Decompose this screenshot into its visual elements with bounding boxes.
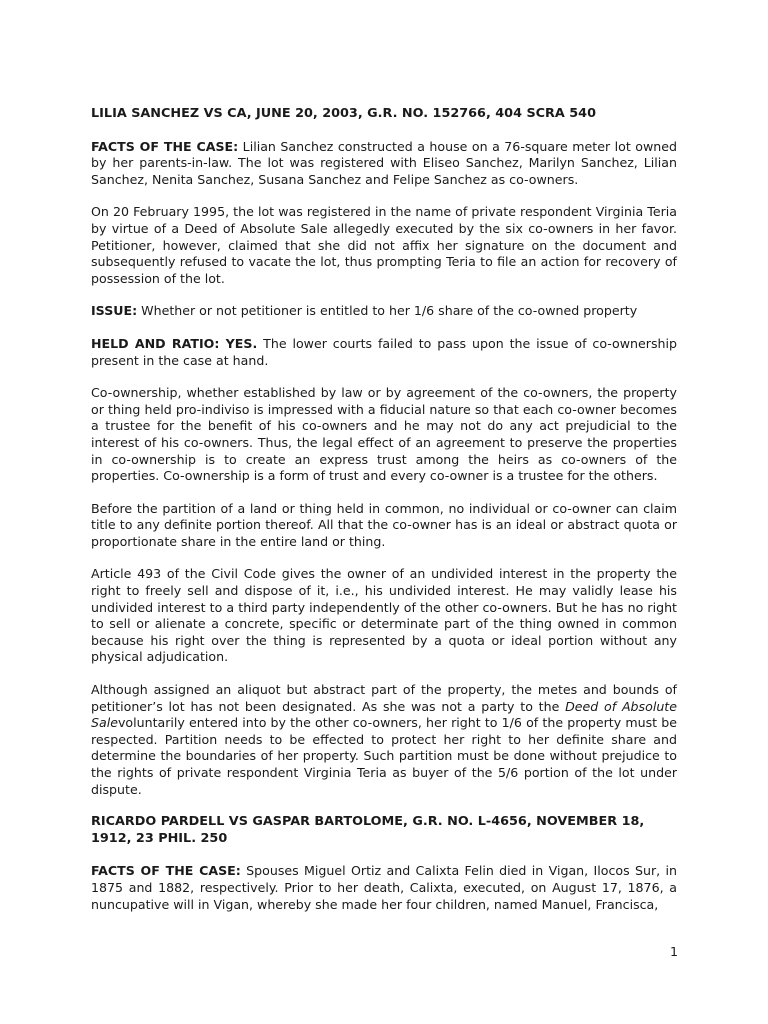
page-number: 1	[669, 944, 678, 959]
held-text: The lower courts failed to pass upon the issue of co-ownership present in the case at hand.	[91, 335, 677, 368]
aliquot-text-start: Although assigned an aliquot but abstract part of the property, the metes and bounds of petitioner’s lot has not been designated. As she was not a party to the	[91, 682, 677, 714]
co-ownership-paragraph: Co-ownership, whether established by law or by agreement of the co-owners, the property or thing held pro-indiviso is impressed with a fiducial nature so that each co-owner becomes a trustee for the benefit of his co-owners and he may not do any act prejudicial to the interest of his co-owners. Thus, the legal effect of an agreement to preserve the properties in co-ownership is to create an express trust among the heirs as co-owners of the properties. Co-ownership is a form of trust and every co-owner is a trustee for the others.	[91, 385, 677, 484]
facts-text: Lilian Sanchez constructed a house on a 76-square meter lot owned by her parents-in-law. The lot was registered with Eliseo Sanchez, Marilyn Sanchez, Lilian Sanchez, Nenita Sanchez, Susana Sanchez and Felipe Sanchez as co-owners.	[91, 138, 678, 187]
registration-paragraph: On 20 February 1995, the lot was registered in the name of private respondent Virginia Teria by virtue of a Deed of Absolute Sale allegedly executed by the six co-owners in her favor. Petitioner, however, claimed that she did not affix her signature on the document and subsequently refused to vacate the lot, thus prompting Teria to file an action for recovery of possession of the lot.	[91, 204, 677, 286]
pardell-facts-label: FACTS OF THE CASE:	[91, 863, 241, 879]
article-493-paragraph: Article 493 of the Civil Code gives the owner of an undivided interest in the property the right to freely sell and dispose of it, i.e., his undivided interest. He may validly lease his undivided interest to a third party independently of the other co-owners. But he has no right to sell or alienate a concrete, specific or determinate part of the thing owned in common because his right over the thing is represented by a quota or ideal portion without any physical adjudication.	[91, 566, 677, 665]
held-label: HELD AND RATIO: YES.	[91, 335, 258, 351]
facts-label: FACTS OF THE CASE:	[91, 138, 239, 154]
issue-text: Whether or not petitioner is entitled to her 1/6 share of the co-owned property	[137, 303, 638, 319]
deed-title: Deed of Absolute Sale	[91, 698, 677, 731]
case-heading-sanchez: LILIA SANCHEZ VS CA, JUNE 20, 2003, G.R. NO. 152766, 404 SCRA 540	[91, 106, 596, 121]
pardell-facts-paragraph	[91, 863, 677, 913]
case-heading-pardell: RICARDO PARDELL VS GASPAR BARTOLOME, G.R. NO. L-4656, NOVEMBER 18, 1912, 23 PHIL. 250	[91, 814, 645, 846]
held-paragraph	[91, 336, 677, 369]
pardell-facts-text: Spouses Miguel Ortiz and Calixta Felin died in Vigan, Ilocos Sur, in 1875 and 1882, respectively. Prior to her death, Calixta, executed, on August 17, 1876, a nuncupative will in Vigan, whereby she made her four children, named Manuel, Francisca,	[91, 863, 677, 912]
aliquot-text-end: voluntarily entered into by the other co-owners, her right to 1/6 of the property must be respected. Partition needs to be effected to protect her right to her definite share and determine the boundaries of her property. Such partition must be done without prejudice to the rights of private respondent Virginia Teria as buyer of the 5/6 portion of the lot under dispute.	[91, 715, 677, 797]
document-page	[91, 106, 677, 929]
aliquot-paragraph	[91, 682, 677, 798]
issue-label: ISSUE:	[91, 303, 138, 319]
issue-paragraph	[91, 303, 677, 320]
partition-paragraph: Before the partition of a land or thing held in common, no individual or co-owner can claim title to any definite portion thereof. All that the co-owner has is an ideal or abstract quota or proportionate share in the entire land or thing.	[91, 500, 677, 549]
facts-paragraph	[91, 139, 677, 189]
